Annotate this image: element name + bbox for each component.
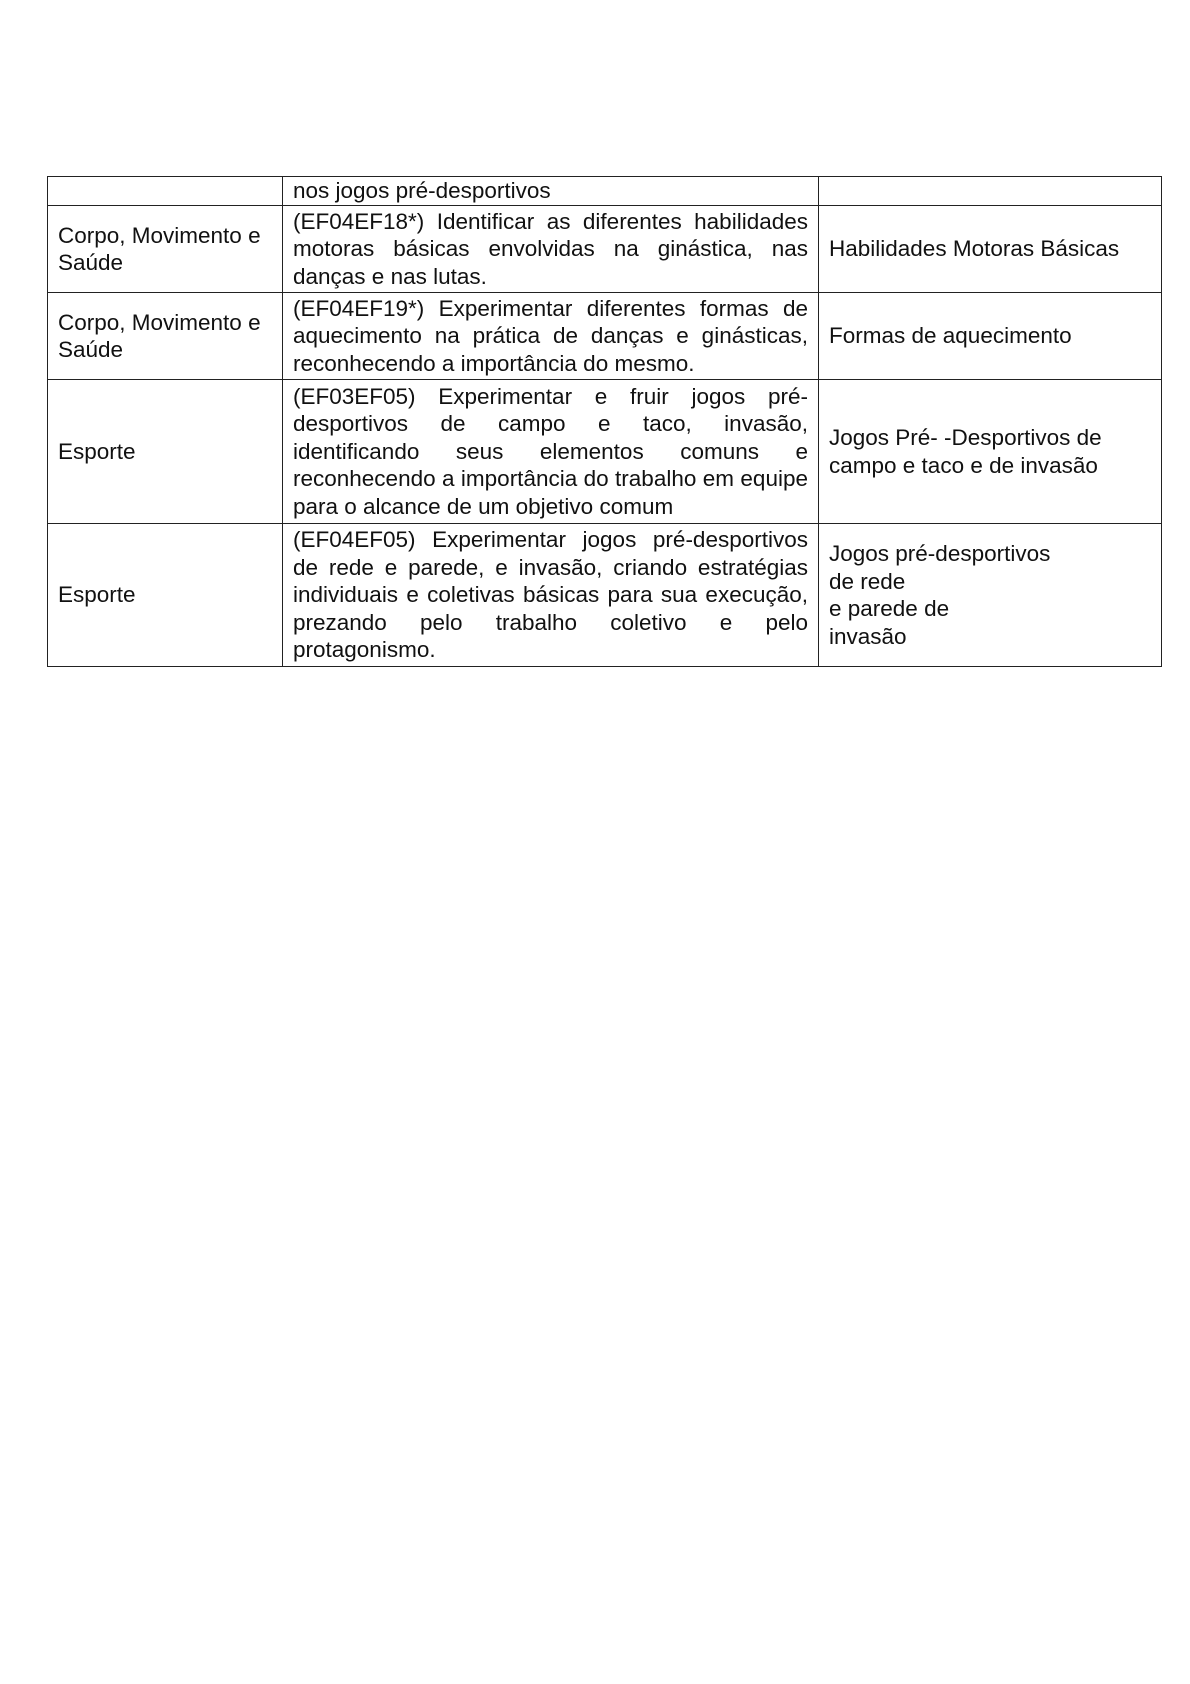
knowledge-line: e parede de	[829, 596, 950, 621]
table-row	[48, 177, 1162, 206]
unit-cell: Esporte	[48, 524, 283, 667]
curriculum-table	[47, 176, 1162, 667]
knowledge-cell: Habilidades Motoras Básicas	[819, 206, 1162, 293]
skill-cell: (EF04EF05) Experimentar jogos pré-desportivos de rede e parede, e invasão, criando estratégias individuais e coletivas básicas para sua execução, prezando pelo trabalho coletivo e pelo protagonismo.	[283, 524, 819, 667]
skill-cell: nos jogos pré-desportivos	[283, 177, 819, 206]
table-row	[48, 206, 1162, 293]
table-row	[48, 380, 1162, 524]
knowledge-line: invasão	[829, 623, 907, 649]
unit-cell	[48, 177, 283, 206]
knowledge-line: de rede	[829, 568, 906, 594]
skill-cell: (EF04EF18*) Identificar as diferentes habilidades motoras básicas envolvidas na ginástica, nas danças e nas lutas.	[283, 206, 819, 293]
knowledge-cell: Jogos Pré- -Desportivos de campo e taco e de invasão	[819, 380, 1162, 524]
table-row	[48, 524, 1162, 667]
skill-cell: (EF04EF19*) Experimentar diferentes formas de aquecimento na prática de danças e ginásticas, reconhecendo a importância do mesmo.	[283, 293, 819, 380]
knowledge-cell	[819, 177, 1162, 206]
unit-cell: Esporte	[48, 380, 283, 524]
table-row	[48, 293, 1162, 380]
knowledge-cell	[819, 524, 1162, 667]
unit-cell: Corpo, Movimento e Saúde	[48, 293, 283, 380]
skill-cell: (EF03EF05) Experimentar e fruir jogos pré-desportivos de campo e taco, invasão, identificando seus elementos comuns e reconhecendo a importância do trabalho em equipe para o alcance de um objetivo comum	[283, 380, 819, 524]
knowledge-cell: Formas de aquecimento	[819, 293, 1162, 380]
unit-cell: Corpo, Movimento e Saúde	[48, 206, 283, 293]
knowledge-line: Jogos pré-desportivos	[829, 541, 1051, 566]
